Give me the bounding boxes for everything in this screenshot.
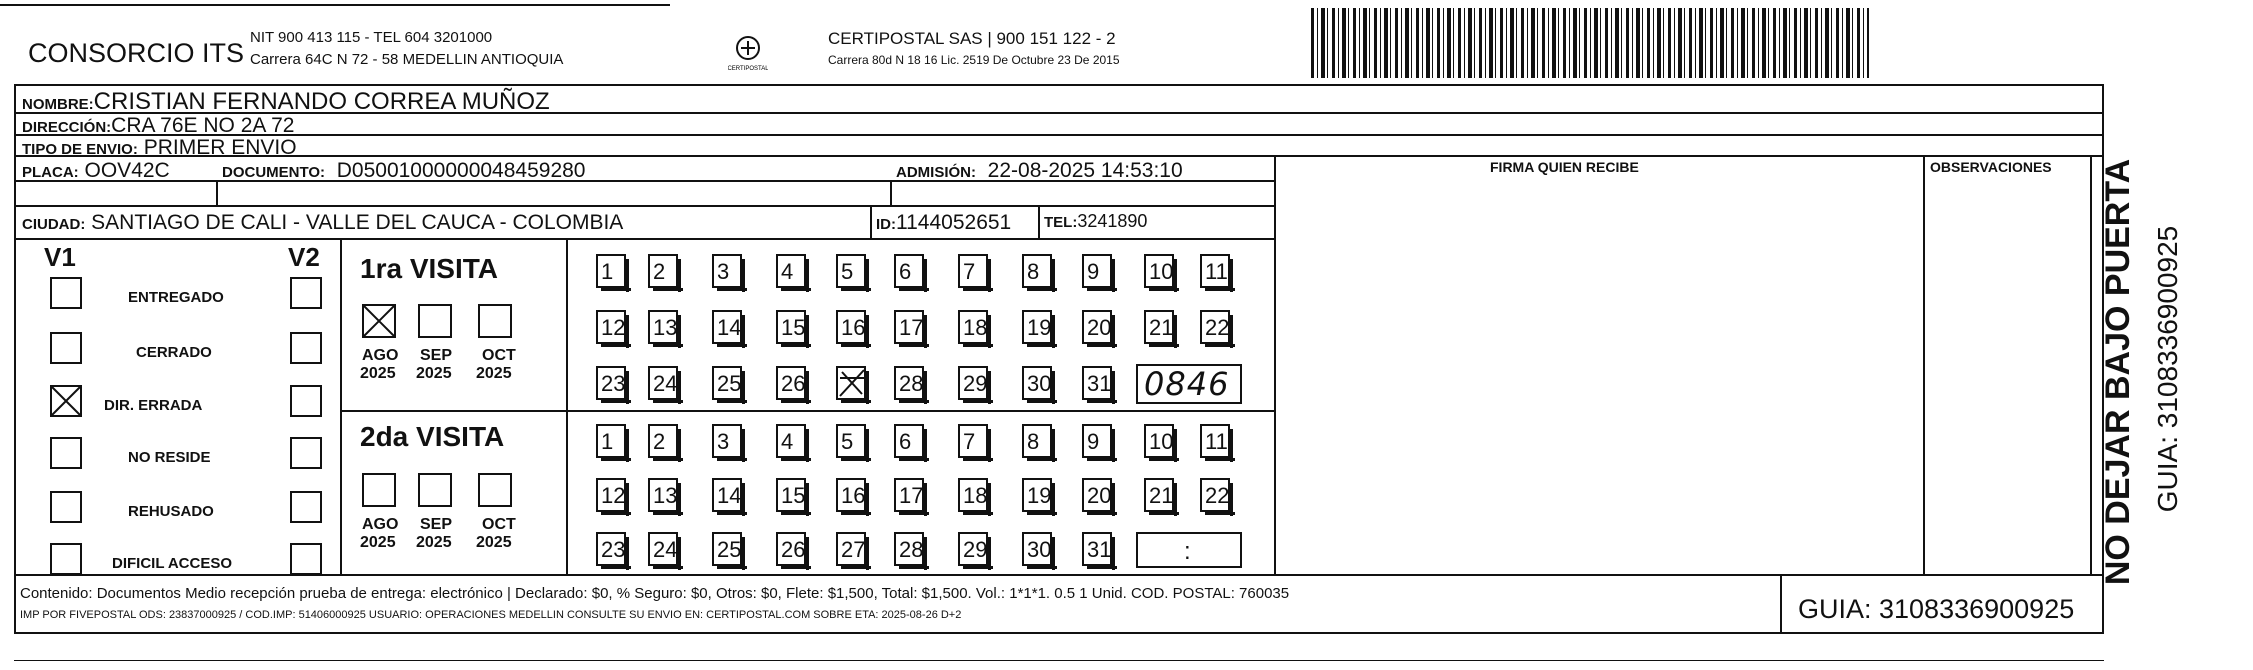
day-box[interactable]: 25 bbox=[712, 366, 742, 400]
v2-checkbox[interactable] bbox=[290, 332, 322, 364]
day-box[interactable]: 7 bbox=[958, 424, 988, 458]
day-box[interactable]: 1 bbox=[596, 254, 626, 288]
status-label: DIFICIL ACCESO bbox=[112, 555, 233, 572]
day-box[interactable]: 4 bbox=[776, 424, 806, 458]
day-box[interactable]: 19 bbox=[1022, 310, 1052, 344]
day-box[interactable]: 11 bbox=[1200, 254, 1230, 288]
second-visit-month-checkbox[interactable] bbox=[418, 473, 452, 507]
firma-header: FIRMA QUIEN RECIBE bbox=[1490, 159, 1639, 175]
day-box[interactable]: 15 bbox=[776, 310, 806, 344]
recipient-phone: 3241890 bbox=[1077, 211, 1148, 231]
status-label: REHUSADO bbox=[128, 503, 214, 520]
day-box[interactable]: 14 bbox=[712, 478, 742, 512]
day-box[interactable]: 31 bbox=[1082, 532, 1112, 566]
day-box[interactable]: 22 bbox=[1200, 310, 1230, 344]
day-box[interactable]: 24 bbox=[648, 366, 678, 400]
year-label: 2025 bbox=[476, 534, 512, 551]
day-box[interactable]: 3 bbox=[712, 424, 742, 458]
month-label: OCT bbox=[482, 347, 516, 364]
day-box[interactable]: 18 bbox=[958, 478, 988, 512]
day-box[interactable]: 23 bbox=[596, 366, 626, 400]
day-box[interactable]: 5 bbox=[836, 424, 866, 458]
company-name: CONSORCIO ITS bbox=[28, 38, 245, 68]
month-label: OCT bbox=[482, 516, 516, 533]
day-box[interactable]: 19 bbox=[1022, 478, 1052, 512]
x-mark-icon bbox=[362, 304, 396, 338]
year-label: 2025 bbox=[360, 365, 396, 382]
recipient-name: CRISTIAN FERNANDO CORREA MUÑOZ bbox=[93, 88, 550, 115]
month-label: SEP bbox=[420, 347, 453, 364]
certipostal-license: Carrera 80d N 18 16 Lic. 2519 De Octubre 23 De 2015 bbox=[828, 53, 1120, 67]
documento-cell: DOCUMENTO: D05001000000048459280 bbox=[222, 159, 586, 182]
month-label: SEP bbox=[420, 516, 453, 533]
day-box[interactable]: 24 bbox=[648, 532, 678, 566]
observaciones-header: OBSERVACIONES bbox=[1930, 159, 2052, 175]
x-mark-icon bbox=[838, 368, 866, 398]
v2-header: V2 bbox=[288, 242, 320, 272]
day-box[interactable]: 28 bbox=[894, 532, 924, 566]
direccion-row: DIRECCIÓN:CRA 76E NO 2A 72 bbox=[22, 114, 295, 137]
ciudad-cell: CIUDAD: SANTIAGO DE CALI - VALLE DEL CAUCA - COLOMBIA bbox=[22, 211, 624, 234]
city: SANTIAGO DE CALI - VALLE DEL CAUCA - COLOMBIA bbox=[91, 211, 624, 234]
day-box[interactable]: 15 bbox=[776, 478, 806, 512]
v2-checkbox[interactable] bbox=[290, 437, 322, 469]
second-visit-month-checkbox[interactable] bbox=[362, 473, 396, 507]
side-warning: NO DEJAR BAJO PUERTA bbox=[2099, 158, 2137, 586]
day-box[interactable]: 22 bbox=[1200, 478, 1230, 512]
plate: OOV42C bbox=[84, 159, 170, 182]
tipo-row: TIPO DE ENVIO: PRIMER ENVIO bbox=[22, 136, 297, 159]
v1-checkbox[interactable] bbox=[50, 543, 82, 575]
day-box[interactable]: 13 bbox=[648, 310, 678, 344]
day-box[interactable]: 30 bbox=[1022, 366, 1052, 400]
placa-cell: PLACA: OOV42C bbox=[22, 159, 170, 182]
month-label: AGO bbox=[362, 347, 399, 364]
second-visit-month-checkbox[interactable] bbox=[478, 473, 512, 507]
admission-date: 22-08-2025 14:53:10 bbox=[987, 159, 1183, 182]
status-label: NO RESIDE bbox=[128, 449, 211, 466]
day-box[interactable]: 21 bbox=[1144, 310, 1174, 344]
day-box[interactable]: 3 bbox=[712, 254, 742, 288]
day-box[interactable]: 17 bbox=[894, 478, 924, 512]
day-box[interactable]: 11 bbox=[1200, 424, 1230, 458]
first-visit-title: 1ra VISITA bbox=[360, 253, 498, 284]
year-label: 2025 bbox=[360, 534, 396, 551]
year-label: 2025 bbox=[416, 534, 452, 551]
day-box[interactable]: 6 bbox=[894, 424, 924, 458]
footer-contents: Contenido: Documentos Medio recepción prueba de entrega: electrónico | Declarado: $0, % Seguro: $0, Otros: $0, Flete: $1,500, Total: $1,500. Vol.: 1*1*1. 0.5 1 Unid. COD. POSTAL: 760035 bbox=[20, 585, 1290, 602]
footer-guia: GUIA: 3108336900925 bbox=[1798, 594, 2075, 624]
footer-imp: IMP POR FIVEPOSTAL ODS: 23837000925 / COD.IMP: 51406000925 USUARIO: OPERACIONES MEDELLIN CONSULTE SU ENVIO EN: CERTIPOSTAL.COM SOBRE ETA: 2025-08-26 D+2 bbox=[20, 609, 962, 621]
admision-cell: ADMISIÓN: 22-08-2025 14:53:10 bbox=[896, 159, 1183, 182]
top-rule bbox=[0, 4, 670, 6]
x-mark-icon bbox=[50, 385, 82, 417]
document-number: D05001000000048459280 bbox=[336, 159, 586, 182]
day-box[interactable]: 10 bbox=[1144, 424, 1174, 458]
day-box[interactable]: 26 bbox=[776, 366, 806, 400]
v1-checkbox[interactable] bbox=[50, 491, 82, 523]
year-label: 2025 bbox=[416, 365, 452, 382]
first-visit-month-checkbox[interactable] bbox=[418, 304, 452, 338]
day-box[interactable]: 25 bbox=[712, 532, 742, 566]
day-box[interactable]: 21 bbox=[1144, 478, 1174, 512]
status-label: CERRADO bbox=[136, 344, 212, 361]
day-box[interactable]: 12 bbox=[596, 310, 626, 344]
certipostal-info: CERTIPOSTAL SAS | 900 151 122 - 2 bbox=[828, 29, 1116, 48]
v1-header: V1 bbox=[44, 242, 76, 272]
barcode bbox=[1311, 8, 1869, 78]
day-box[interactable]: 31 bbox=[1082, 366, 1112, 400]
day-box[interactable]: 2 bbox=[648, 254, 678, 288]
day-box[interactable]: 29 bbox=[958, 366, 988, 400]
day-box[interactable]: 8 bbox=[1022, 424, 1052, 458]
day-box[interactable]: 14 bbox=[712, 310, 742, 344]
id-cell: ID:1144052651 bbox=[876, 211, 1012, 234]
month-label: AGO bbox=[362, 516, 399, 533]
recipient-id: 1144052651 bbox=[896, 211, 1012, 234]
day-box[interactable]: 17 bbox=[894, 310, 924, 344]
day-box[interactable]: 6 bbox=[894, 254, 924, 288]
v2-checkbox[interactable] bbox=[290, 385, 322, 417]
v2-checkbox[interactable] bbox=[290, 277, 322, 309]
first-visit-month-checkbox[interactable] bbox=[478, 304, 512, 338]
day-box[interactable]: 9 bbox=[1082, 254, 1112, 288]
day-box[interactable]: 30 bbox=[1022, 532, 1052, 566]
status-label: ENTREGADO bbox=[128, 289, 224, 306]
day-box[interactable]: 26 bbox=[776, 532, 806, 566]
day-box[interactable]: 29 bbox=[958, 532, 988, 566]
second-visit-time: : bbox=[1184, 538, 1191, 565]
tel-cell: TEL:3241890 bbox=[1044, 211, 1148, 231]
svg-text:CERTIPOSTAL: CERTIPOSTAL bbox=[728, 66, 768, 72]
day-box[interactable]: 16 bbox=[836, 478, 866, 512]
day-box[interactable]: 2 bbox=[648, 424, 678, 458]
v1-checkbox[interactable] bbox=[50, 277, 82, 309]
v2-checkbox[interactable] bbox=[290, 491, 322, 523]
day-box[interactable]: 8 bbox=[1022, 254, 1052, 288]
status-label: DIR. ERRADA bbox=[104, 397, 203, 414]
day-box[interactable]: 16 bbox=[836, 310, 866, 344]
day-box[interactable]: 9 bbox=[1082, 424, 1112, 458]
day-box[interactable]: 23 bbox=[596, 532, 626, 566]
day-box[interactable]: 20 bbox=[1082, 478, 1112, 512]
shipment-type: PRIMER ENVIO bbox=[143, 136, 297, 159]
day-box[interactable]: 27 bbox=[836, 532, 866, 566]
day-box[interactable]: 18 bbox=[958, 310, 988, 344]
day-box[interactable]: 20 bbox=[1082, 310, 1112, 344]
day-box[interactable]: 10 bbox=[1144, 254, 1174, 288]
day-box[interactable]: 12 bbox=[596, 478, 626, 512]
recipient-address: CRA 76E NO 2A 72 bbox=[111, 114, 295, 137]
day-box[interactable]: 5 bbox=[836, 254, 866, 288]
company-nit: NIT 900 413 115 - TEL 604 3201000 bbox=[250, 29, 493, 46]
day-box[interactable]: 13 bbox=[648, 478, 678, 512]
second-visit-title: 2da VISITA bbox=[360, 421, 505, 452]
nombre-row: NOMBRE:CRISTIAN FERNANDO CORREA MUÑOZ bbox=[22, 88, 550, 115]
v1-checkbox[interactable] bbox=[50, 332, 82, 364]
first-visit-time: 0846 bbox=[1144, 365, 1230, 403]
first-visit-time-box bbox=[1136, 364, 1242, 404]
year-label: 2025 bbox=[476, 365, 512, 382]
side-guia: GUIA: 3108336900925 bbox=[2152, 225, 2183, 513]
second-visit-time-box bbox=[1136, 532, 1242, 568]
certipostal-logo bbox=[728, 32, 768, 72]
day-box[interactable]: 7 bbox=[958, 254, 988, 288]
company-address: Carrera 64C N 72 - 58 MEDELLIN ANTIOQUIA bbox=[250, 51, 564, 68]
day-box[interactable]: 4 bbox=[776, 254, 806, 288]
day-box[interactable]: 1 bbox=[596, 424, 626, 458]
v2-checkbox[interactable] bbox=[290, 543, 322, 575]
v1-checkbox[interactable] bbox=[50, 437, 82, 469]
day-box[interactable]: 28 bbox=[894, 366, 924, 400]
